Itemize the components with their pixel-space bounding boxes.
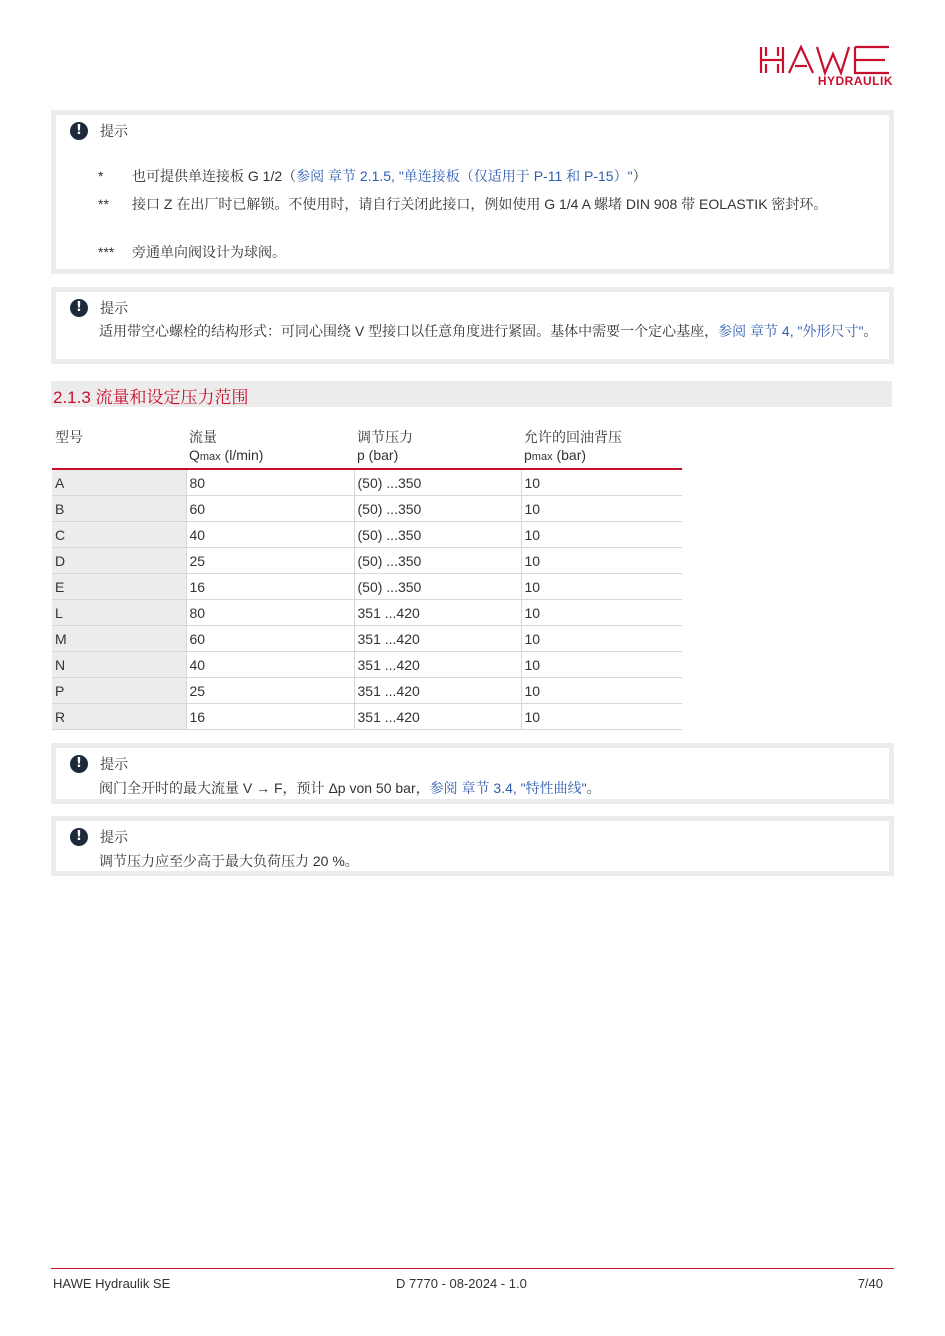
footer-company: HAWE Hydraulik SE bbox=[53, 1276, 171, 1291]
cell-back-pressure: 10 bbox=[521, 469, 682, 496]
cell-back-pressure: 10 bbox=[521, 496, 682, 522]
note-box-3 bbox=[51, 743, 894, 804]
exclamation-icon: ! bbox=[70, 122, 88, 140]
table-row bbox=[52, 704, 682, 730]
note-text-after: 。 bbox=[586, 780, 601, 796]
cell-setting-pressure: 351 ...420 bbox=[354, 626, 521, 652]
cell-back-pressure: 10 bbox=[521, 678, 682, 704]
cell-setting-pressure: 351 ...420 bbox=[354, 704, 521, 730]
footnote-item bbox=[98, 194, 879, 215]
hawe-logo bbox=[759, 44, 893, 92]
cell-setting-pressure: 351 ...420 bbox=[354, 678, 521, 704]
note-text-after: 。 bbox=[863, 323, 878, 339]
cell-flow: 80 bbox=[186, 600, 354, 626]
cell-back-pressure: 10 bbox=[521, 574, 682, 600]
table-row bbox=[52, 496, 682, 522]
note-body bbox=[99, 778, 881, 799]
note-body bbox=[99, 851, 881, 872]
table-row bbox=[52, 626, 682, 652]
table-row bbox=[52, 574, 682, 600]
cell-flow: 40 bbox=[186, 652, 354, 678]
table-row bbox=[52, 600, 682, 626]
hawe-logo-mark bbox=[759, 44, 893, 76]
section-title: 2.1.3 流量和设定压力范围 bbox=[53, 388, 249, 407]
cell-type: E bbox=[52, 574, 186, 600]
note-box-1 bbox=[51, 110, 894, 274]
note-text: 阀门全开时的最大流量 V → F，预计 Δp von 50 bar， bbox=[99, 780, 430, 796]
cell-type: C bbox=[52, 522, 186, 548]
footnote-mark: * bbox=[98, 168, 104, 184]
header-flow: 流量 Qmax (l/min) bbox=[186, 424, 354, 469]
table-row bbox=[52, 469, 682, 496]
cell-type: D bbox=[52, 548, 186, 574]
header-type: 型号 bbox=[52, 424, 186, 469]
logo-subtitle: HYDRAULIK bbox=[817, 74, 893, 88]
footnote-text: 也可提供单连接板 G 1/2（ bbox=[132, 168, 297, 184]
header-setting-pressure: 调节压力 p (bar) bbox=[354, 424, 521, 469]
cell-back-pressure: 10 bbox=[521, 704, 682, 730]
table-row bbox=[52, 522, 682, 548]
cell-flow: 60 bbox=[186, 496, 354, 522]
table-row bbox=[52, 652, 682, 678]
cell-back-pressure: 10 bbox=[521, 600, 682, 626]
cell-type: N bbox=[52, 652, 186, 678]
cell-back-pressure: 10 bbox=[521, 626, 682, 652]
cell-type: B bbox=[52, 496, 186, 522]
note-body bbox=[99, 321, 881, 342]
footer-divider bbox=[51, 1268, 894, 1269]
table-row bbox=[52, 548, 682, 574]
note-box-4 bbox=[51, 816, 894, 876]
footnote-item bbox=[98, 166, 879, 187]
cell-flow: 80 bbox=[186, 469, 354, 496]
cell-flow: 60 bbox=[186, 626, 354, 652]
note-title: 提示 bbox=[100, 123, 128, 139]
footnote-text: 旁通单向阀设计为球阀。 bbox=[132, 244, 286, 260]
cell-type: A bbox=[52, 469, 186, 496]
flow-pressure-table bbox=[52, 424, 682, 730]
cell-setting-pressure: (50) ...350 bbox=[354, 522, 521, 548]
cell-setting-pressure: (50) ...350 bbox=[354, 469, 521, 496]
cell-flow: 25 bbox=[186, 678, 354, 704]
note-title: 提示 bbox=[100, 829, 128, 845]
footnote-mark: ** bbox=[98, 196, 109, 212]
footnote-item bbox=[98, 242, 879, 263]
cell-type: R bbox=[52, 704, 186, 730]
header-back-pressure: 允许的回油背压 pmax (bar) bbox=[521, 424, 682, 469]
cell-type: P bbox=[52, 678, 186, 704]
note-title: 提示 bbox=[100, 756, 128, 772]
cell-setting-pressure: 351 ...420 bbox=[354, 600, 521, 626]
cell-setting-pressure: 351 ...420 bbox=[354, 652, 521, 678]
cell-flow: 40 bbox=[186, 522, 354, 548]
chapter-link[interactable]: 参阅 章节 4, "外形尺寸" bbox=[718, 323, 864, 339]
cell-back-pressure: 10 bbox=[521, 522, 682, 548]
cell-type: M bbox=[52, 626, 186, 652]
table-header-row bbox=[52, 424, 682, 469]
footer-document-number: D 7770 - 08-2024 - 1.0 bbox=[396, 1276, 527, 1291]
cell-flow: 25 bbox=[186, 548, 354, 574]
exclamation-icon: ! bbox=[70, 828, 88, 846]
note-box-2 bbox=[51, 287, 894, 364]
footnote-mark: *** bbox=[98, 244, 115, 260]
chapter-link[interactable]: 参阅 章节 3.4, "特性曲线" bbox=[429, 780, 587, 796]
cell-setting-pressure: (50) ...350 bbox=[354, 496, 521, 522]
cell-back-pressure: 10 bbox=[521, 652, 682, 678]
footnote-text-after: ） bbox=[632, 168, 647, 184]
cell-type: L bbox=[52, 600, 186, 626]
section-heading bbox=[51, 381, 892, 407]
cell-flow: 16 bbox=[186, 704, 354, 730]
footnote-text: 接口 Z 在出厂时已解锁。不使用时，请自行关闭此接口，例如使用 G 1/4 A 螺堵 DIN 908 带 EOLASTIK 密封环。 bbox=[132, 196, 828, 212]
note-title: 提示 bbox=[100, 300, 128, 316]
cell-back-pressure: 10 bbox=[521, 548, 682, 574]
exclamation-icon: ! bbox=[70, 755, 88, 773]
cell-setting-pressure: (50) ...350 bbox=[354, 574, 521, 600]
chapter-link[interactable]: 参阅 章节 2.1.5, "单连接板（仅适用于 P-11 和 P-15）" bbox=[296, 168, 633, 184]
footer-page-number: 7/40 bbox=[857, 1276, 883, 1291]
cell-setting-pressure: (50) ...350 bbox=[354, 548, 521, 574]
exclamation-icon: ! bbox=[70, 299, 88, 317]
note-text: 调节压力应至少高于最大负荷压力 20 %。 bbox=[99, 853, 359, 869]
cell-flow: 16 bbox=[186, 574, 354, 600]
note-text: 适用带空心螺栓的结构形式：可同心围绕 V 型接口以任意角度进行紧固。基体中需要一个定心基座， bbox=[99, 323, 719, 339]
table-row bbox=[52, 678, 682, 704]
